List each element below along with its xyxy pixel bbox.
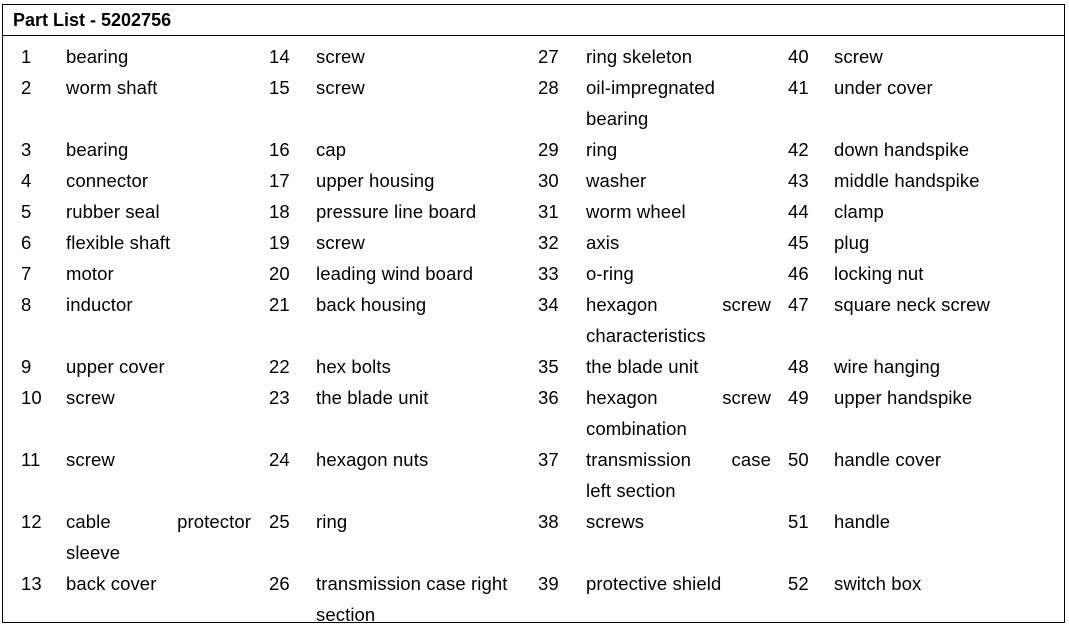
part-name: transmission case right section	[316, 573, 508, 625]
part-number: 42	[788, 139, 809, 160]
part-name: inductor	[66, 294, 133, 315]
part-number: 31	[538, 201, 559, 222]
part-number: 13	[21, 573, 42, 594]
part-name: screw	[66, 449, 115, 470]
part-number: 29	[538, 139, 559, 160]
part-name: transmission case left section	[586, 449, 771, 501]
part-number: 51	[788, 511, 809, 532]
part-number: 21	[269, 294, 290, 315]
part-number: 48	[788, 356, 809, 377]
part-number: 36	[538, 387, 559, 408]
part-number: 41	[788, 77, 809, 98]
part-number: 14	[269, 46, 290, 67]
part-name: pressure line board	[316, 201, 477, 222]
part-number: 35	[538, 356, 559, 377]
part-number: 46	[788, 263, 809, 284]
part-name: down handspike	[834, 139, 970, 160]
part-number: 39	[538, 573, 559, 594]
part-name: washer	[586, 170, 647, 191]
part-number: 1	[21, 46, 32, 67]
part-number: 15	[269, 77, 290, 98]
part-number: 47	[788, 294, 809, 315]
part-number: 50	[788, 449, 809, 470]
part-name: bearing	[66, 46, 129, 67]
part-name: leading wind board	[316, 263, 474, 284]
part-number: 37	[538, 449, 559, 470]
part-number: 32	[538, 232, 559, 253]
part-number: 52	[788, 573, 809, 594]
part-name: ring	[586, 139, 618, 160]
part-number: 3	[21, 139, 32, 160]
part-number: 19	[269, 232, 290, 253]
part-number: 44	[788, 201, 809, 222]
part-name: screw	[834, 46, 883, 67]
part-number: 16	[269, 139, 290, 160]
part-number: 26	[269, 573, 290, 594]
part-number: 2	[21, 77, 32, 98]
part-name: bearing	[66, 139, 129, 160]
part-number: 43	[788, 170, 809, 191]
part-name: wire hanging	[834, 356, 941, 377]
part-number: 38	[538, 511, 559, 532]
part-name: hexagon screw combination	[586, 387, 771, 439]
part-name: screws	[586, 511, 645, 532]
part-number: 12	[21, 511, 42, 532]
part-name: switch box	[834, 573, 922, 594]
part-number: 8	[21, 294, 32, 315]
part-number: 34	[538, 294, 559, 315]
part-name: upper housing	[316, 170, 435, 191]
part-number: 9	[21, 356, 32, 377]
part-number: 18	[269, 201, 290, 222]
part-number: 24	[269, 449, 290, 470]
part-name: the blade unit	[316, 387, 429, 408]
part-number: 23	[269, 387, 290, 408]
part-number: 5	[21, 201, 32, 222]
part-name: connector	[66, 170, 149, 191]
part-number: 17	[269, 170, 290, 191]
part-number: 45	[788, 232, 809, 253]
part-name: handle cover	[834, 449, 942, 470]
part-number: 4	[21, 170, 32, 191]
part-number: 33	[538, 263, 559, 284]
part-name: screw	[316, 46, 365, 67]
part-number: 20	[269, 263, 290, 284]
part-name: handle	[834, 511, 891, 532]
part-number: 25	[269, 511, 290, 532]
part-name: worm shaft	[66, 77, 158, 98]
part-name: clamp	[834, 201, 884, 222]
part-name: screw	[316, 232, 365, 253]
part-name: hexagon nuts	[316, 449, 429, 470]
part-list-title: Part List - 5202756	[3, 5, 1064, 36]
part-name: oil-impregnated bearing	[586, 77, 716, 129]
part-name: back housing	[316, 294, 427, 315]
part-name: plug	[834, 232, 870, 253]
part-name: hex bolts	[316, 356, 391, 377]
part-name: upper cover	[66, 356, 165, 377]
part-name: protective shield	[586, 573, 722, 594]
part-number: 11	[21, 449, 41, 470]
part-number: 6	[21, 232, 32, 253]
part-name: square neck screw	[834, 294, 990, 315]
part-number: 27	[538, 46, 559, 67]
part-number: 7	[21, 263, 32, 284]
part-name: ring skeleton	[586, 46, 693, 67]
part-name: screw	[316, 77, 365, 98]
part-name: back cover	[66, 573, 157, 594]
part-number: 10	[21, 387, 42, 408]
part-name: screw	[66, 387, 115, 408]
part-name: the blade unit	[586, 356, 699, 377]
part-number: 22	[269, 356, 290, 377]
part-list-table	[2, 4, 1065, 623]
part-number: 28	[538, 77, 559, 98]
part-name: hexagon screw characteristics	[586, 294, 771, 346]
part-number: 40	[788, 46, 809, 67]
part-name: flexible shaft	[66, 232, 171, 253]
part-number: 49	[788, 387, 809, 408]
part-name: rubber seal	[66, 201, 160, 222]
part-name: o-ring	[586, 263, 634, 284]
part-name: under cover	[834, 77, 933, 98]
part-name: motor	[66, 263, 114, 284]
part-name: axis	[586, 232, 620, 253]
part-name: ring	[316, 511, 348, 532]
part-name: cap	[316, 139, 347, 160]
part-name: worm wheel	[586, 201, 686, 222]
part-name: cable protector sleeve	[66, 511, 251, 563]
part-number: 30	[538, 170, 559, 191]
part-name: middle handspike	[834, 170, 980, 191]
part-name: upper handspike	[834, 387, 973, 408]
part-name: locking nut	[834, 263, 924, 284]
